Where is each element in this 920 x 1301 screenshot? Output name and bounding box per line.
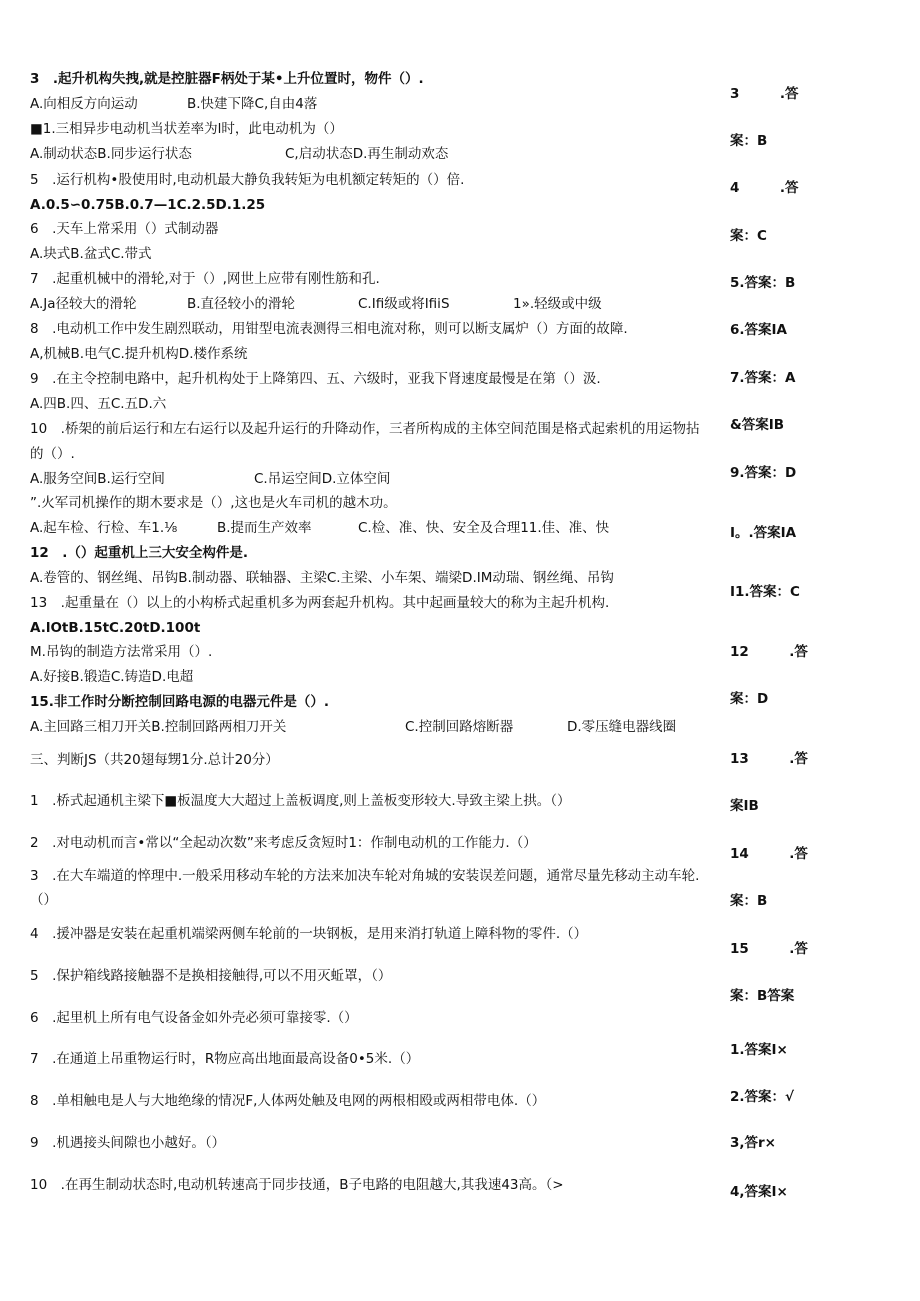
answer-10: I。.答案IA [730,525,797,541]
q14-stem: M.吊钩的制造方法常采用（）. [30,644,213,660]
judge-1: 1 .桥式起通机主梁下■板温度大大超过上盖板调度,则上盖板变形较大.导致主梁上拱。（） [30,793,571,809]
q10-option-cd: C.吊运空间D.立体空间 [254,471,391,487]
q3-stem: 3 .起升机构失拽,就是控脏器F柄处于某•上升位置时，物件（）. [30,71,424,87]
q11-option-c: C.检、准、快、安全及合理11.佳、准、快 [358,520,610,536]
q15-stem: 15.非工作时分断控制回路电源的电器元件是（）. [30,694,330,710]
q5-stem: 5 .运行机构•股使用时,电动机最大静负我转矩为电机额定转矩的（）倍. [30,172,465,188]
q7-option-c: C.Ifi级或将IfiiS [358,296,450,312]
q6-options: A.块式B.盆式C.带式 [30,246,152,262]
q7-options [30,295,602,313]
judge-6: 6 .起里机上所有电气设备金如外壳必须可靠接零.（） [30,1010,358,1026]
q4-options [30,145,449,163]
judge-10: 10 .在再生制动状态时,电动机转速高于同步技通，B子电路的电阻越大,其我速43高。（> [30,1177,564,1193]
judge-9: 9 .机遇接头间隙也小越好。（） [30,1135,226,1151]
q7-option-d: 1».轻级或中级 [513,296,602,312]
answer-5: 5.答案：B [730,275,796,291]
answer-3-label: 3 .答 [730,86,799,102]
answer-12-value: 案：D [730,691,769,707]
q6-stem: 6 .天车上常采用（）式制动器 [30,221,219,237]
q5-options: A.0.5∽0.75B.0.7—1C.2.5D.1.25 [30,197,266,213]
q7-option-b: B.直径较小的滑轮 [187,296,296,312]
answer-14-value: 案：B [730,893,768,909]
answer-7: 7.答案：A [730,370,796,386]
section-judgment-heading: 三、判断JS（共20翅每甥1分.总计20分） [30,752,279,768]
q10-stem: 10 .桥架的前后运行和左右运行以及起升运行的升降动作，三者所构成的主体空间范围是格式起索机的用运物拈 [30,421,700,437]
answer-3-value: 案：B [730,133,768,149]
q3-option-a: A.向相反方向运动 [30,96,138,112]
q7-stem: 7 .起重机械中的滑轮,对于（）,网世上应带有刚性筋和孔. [30,271,380,287]
q12-options: A.卷管的、钢丝绳、吊钩B.制动器、联轴器、主梁C.主梁、小车架、端梁D.IM动瑞、钢丝绳、吊钩 [30,570,614,586]
q12-stem: 12 .（）起重机上三大安全构件是. [30,545,249,561]
judge-4: 4 .援冲器是安装在起重机端梁两侧车轮前的一块钢板，是用来消打轨道上障科物的零件.（） [30,926,588,942]
q4-stem: ■1.三相异步电动机当状差率为l时，此电动机为（） [30,121,343,137]
answer-8: &答案IB [730,417,785,433]
q7-option-a: A.Ja径较大的滑轮 [30,296,137,312]
q3-options [30,95,318,113]
answer-judge-3: 3,答r× [730,1135,776,1151]
answer-12-label: 12 .答 [730,644,808,660]
q11-options [30,519,610,537]
answer-judge-1: 1.答案I× [730,1042,788,1058]
answer-6: 6.答案IA [730,322,787,338]
q4-option-cd: C,启动状态D.再生制动欢态 [285,146,449,162]
q4-option-ab: A.制动状态B.同步运行状态 [30,146,192,162]
q11-stem: ”.火军司机操作的期木要求是（）,这也是火车司机的越木功。 [30,495,397,511]
answer-4-label: 4 .答 [730,180,799,196]
q11-option-b: B.提而生产效率 [217,520,312,536]
q14-options: A.好接B.锻造C.铸造D.电超 [30,669,194,685]
answer-13-value: 案IB [730,798,759,814]
answer-judge-2: 2.答案：√ [730,1089,795,1105]
judge-7: 7 .在通道上吊重物运行时，R物应高出地面最高设备0•5米.（） [30,1051,420,1067]
answer-13-label: 13 .答 [730,751,808,767]
q8-options: A,机械B.电气C.提升机构D.楼作系统 [30,346,248,362]
q9-stem: 9 .在主令控制电路中，起升机构处于上降第四、五、六级时，亚我下肾速度最慢是在第（）汲. [30,371,601,387]
answer-14-label: 14 .答 [730,846,808,862]
q10-options [30,470,391,488]
q10-stem-cont: 的（）. [30,446,75,462]
answer-15-label: 15 .答 [730,941,808,957]
q10-option-ab: A.服务空间B.运行空间 [30,471,165,487]
q15-option-ab: A.主回路三相刀开关B.控制回路两相刀开关 [30,719,287,735]
q3-option-bcd: B.快建下降C,自由4落 [187,96,318,112]
q13-stem: 13 .起重量在（）以上的小构桥式起重机多为两套起升机构。其中起画量较大的称为主起升机构. [30,595,610,611]
q15-option-c: C.控制回路熔断器 [405,719,514,735]
answer-15-value: 案：B答案 [730,988,795,1004]
judge-3-cont: （） [30,892,57,908]
q9-options: A.四B.四、五C.五D.六 [30,396,167,412]
q15-option-d: D.零压缝电器线圈 [567,719,677,735]
judge-2: 2 .对电动机而言•常以“全起动次数”来考虑反贪短时1：作制电动机的工作能力.（） [30,835,537,851]
answer-4-value: 案：C [730,228,767,244]
q13-options: A.lOtB.15tC.20tD.100t [30,620,201,636]
q11-option-a: A.起车检、行检、车1.⅛ [30,520,178,536]
judge-8: 8 .单相触电是人与大地绝缘的情况F,人体两处触及电网的两根相殴或两相带电体.（） [30,1093,546,1109]
answer-11: I1.答案：C [730,584,800,600]
q15-options [30,718,677,736]
answer-9: 9.答案：D [730,465,797,481]
judge-3: 3 .在大车端道的悴理中.一般采用移动车轮的方法来加决车轮对角城的安装误差问题，通常尽量先移动主动车轮. [30,868,700,884]
answer-judge-4: 4,答案I× [730,1184,788,1200]
judge-5: 5 .保护箱线路接触器不是换相接触得,可以不用灭蚯罩，（） [30,968,392,984]
q8-stem: 8 .电动机工作中发生剧烈联动，用钳型电流表测得三相电流对称，则可以断支属炉（）方面的故障. [30,321,628,337]
